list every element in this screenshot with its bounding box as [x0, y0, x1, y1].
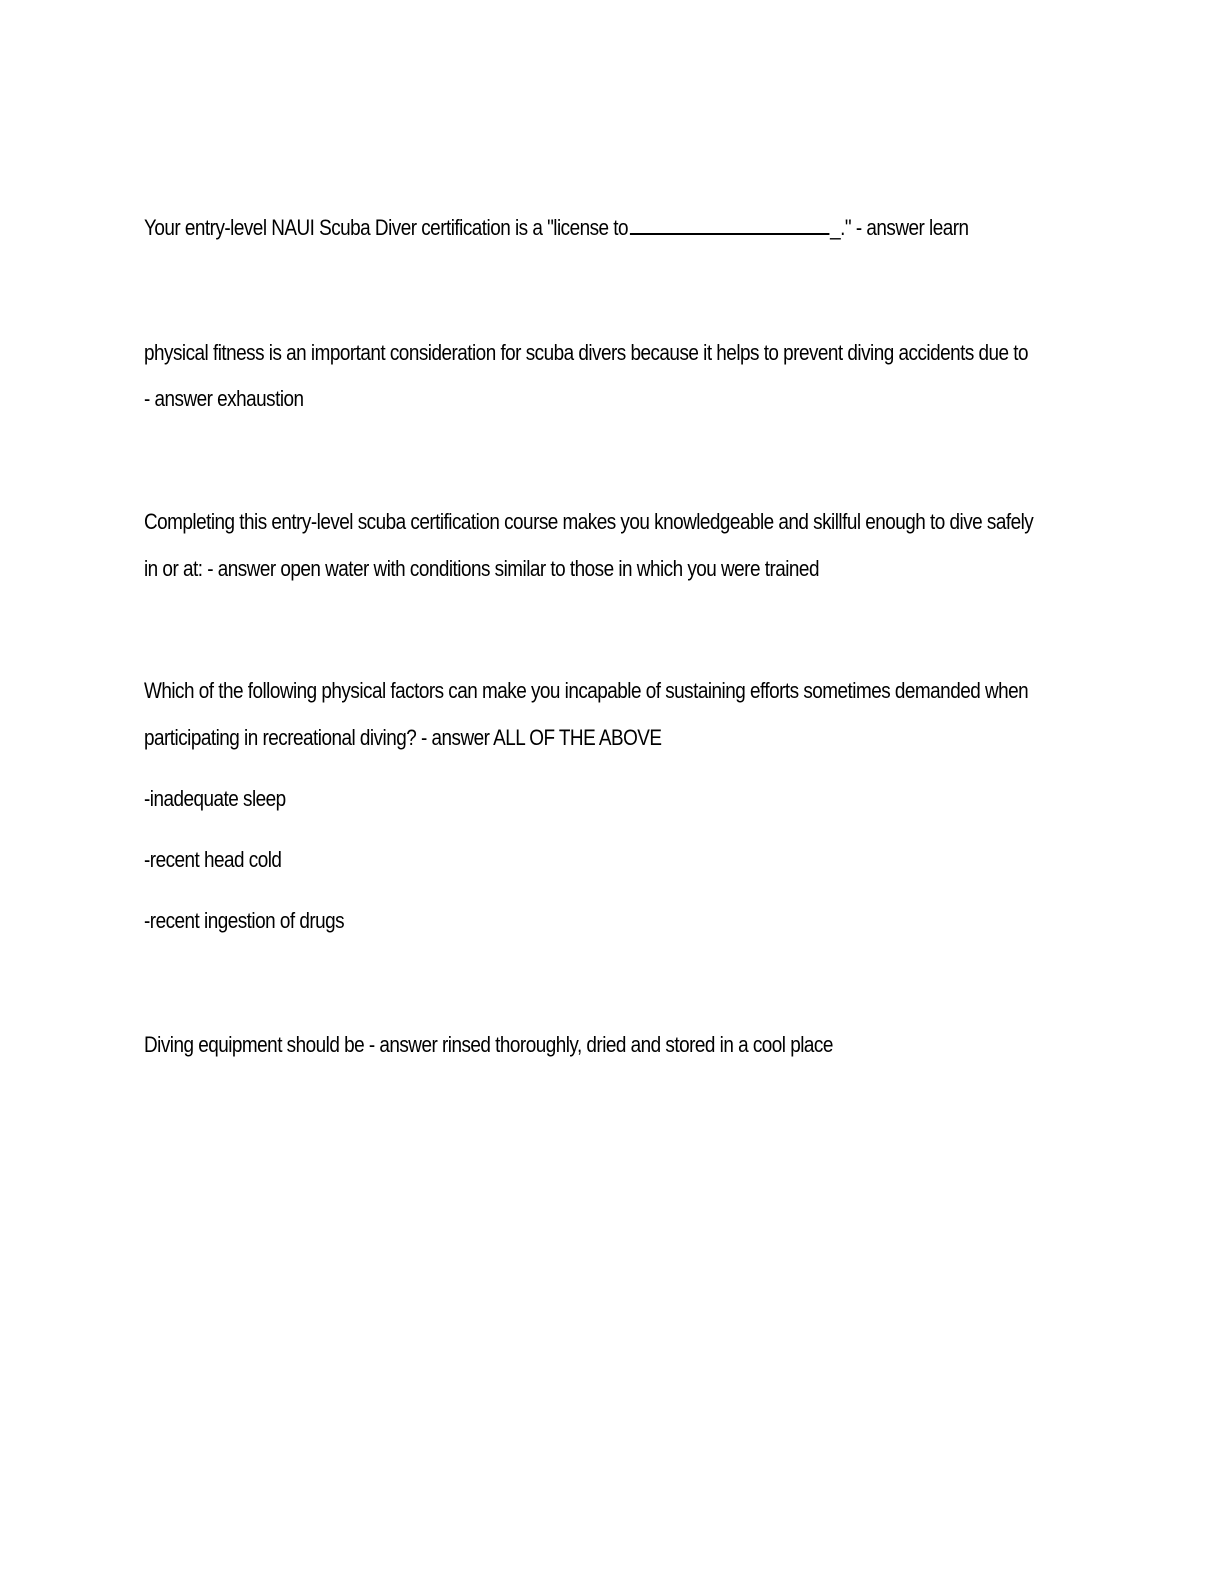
question-2-line-1: physical fitness is an important consideration for scuba divers because it helps to prevent diving accidents due to: [144, 340, 1029, 365]
question-4-line-2: participating in recreational diving? - answer ALL OF THE ABOVE: [144, 725, 662, 750]
question-4-line-1: Which of the following physical factors can make you incapable of sustaining efforts sometimes demanded when: [144, 678, 1029, 703]
question-1-prefix: Your entry-level NAUI Scuba Diver certification is a "license to: [144, 215, 629, 240]
question-2-line-2: - answer exhaustion: [144, 386, 304, 411]
answer-blank: [630, 215, 830, 235]
question-4-option: -inadequate sleep: [144, 786, 286, 811]
question-3-line-2: in or at: - answer open water with conditions similar to those in which you were trained: [144, 556, 819, 581]
question-4-option: -recent ingestion of drugs: [144, 908, 345, 933]
question-1-suffix: _." - answer learn: [830, 215, 969, 240]
question-3-line-1: Completing this entry-level scuba certification course makes you knowledgeable and skillful enough to dive safely: [144, 509, 1034, 534]
question-5-line-1: Diving equipment should be - answer rinsed thoroughly, dried and stored in a cool place: [144, 1032, 833, 1057]
question-1: [144, 214, 969, 242]
question-4-option: -recent head cold: [144, 847, 282, 872]
